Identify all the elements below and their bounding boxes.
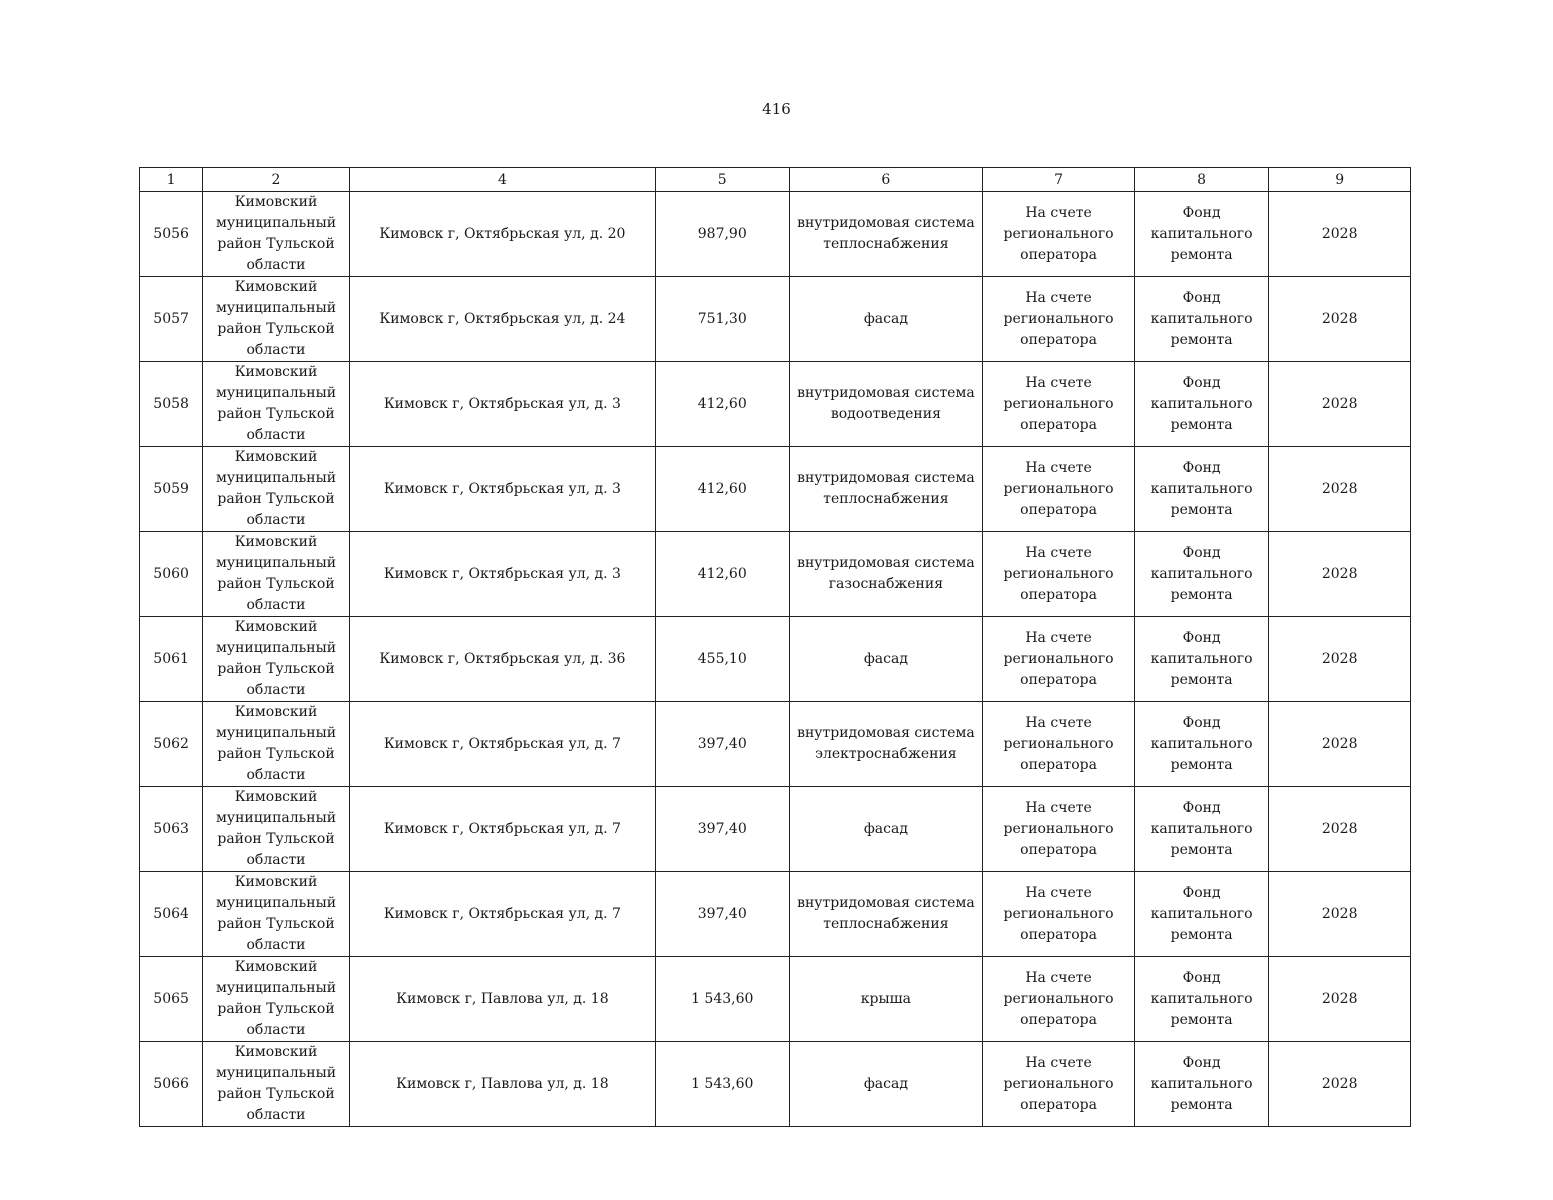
address-cell: Кимовск г, Октябрьская ул, д. 24 xyxy=(349,277,655,362)
funding-source-cell: Фонд капитального ремонта xyxy=(1134,1042,1269,1127)
table-row xyxy=(140,872,1411,957)
district-cell: Кимовский муниципальный район Тульской области xyxy=(203,532,350,617)
district-cell: Кимовский муниципальный район Тульской области xyxy=(203,192,350,277)
work-type-cell: фасад xyxy=(789,1042,983,1127)
funding-source-cell: Фонд капитального ремонта xyxy=(1134,447,1269,532)
column-number-header: 4 xyxy=(349,168,655,192)
address-cell: Кимовск г, Октябрьская ул, д. 3 xyxy=(349,362,655,447)
year-cell: 2028 xyxy=(1269,957,1411,1042)
work-type-cell: внутридомовая система электроснабжения xyxy=(789,702,983,787)
area-cell: 412,60 xyxy=(656,447,790,532)
address-cell: Кимовск г, Октябрьская ул, д. 3 xyxy=(349,447,655,532)
address-cell: Кимовск г, Октябрьская ул, д. 7 xyxy=(349,872,655,957)
work-type-cell: внутридомовая система теплоснабжения xyxy=(789,872,983,957)
row-number-cell: 5060 xyxy=(140,532,203,617)
column-number-header: 2 xyxy=(203,168,350,192)
work-type-cell: фасад xyxy=(789,617,983,702)
table-row xyxy=(140,277,1411,362)
account-method-cell: На счете регионального оператора xyxy=(983,787,1135,872)
header-row xyxy=(140,168,1411,192)
table-header xyxy=(140,168,1411,192)
table-row xyxy=(140,447,1411,532)
district-cell: Кимовский муниципальный район Тульской области xyxy=(203,617,350,702)
account-method-cell: На счете регионального оператора xyxy=(983,532,1135,617)
table-row xyxy=(140,702,1411,787)
district-cell: Кимовский муниципальный район Тульской области xyxy=(203,702,350,787)
account-method-cell: На счете регионального оператора xyxy=(983,872,1135,957)
area-cell: 397,40 xyxy=(656,872,790,957)
funding-source-cell: Фонд капитального ремонта xyxy=(1134,872,1269,957)
account-method-cell: На счете регионального оператора xyxy=(983,277,1135,362)
address-cell: Кимовск г, Октябрьская ул, д. 7 xyxy=(349,787,655,872)
year-cell: 2028 xyxy=(1269,277,1411,362)
row-number-cell: 5059 xyxy=(140,447,203,532)
funding-source-cell: Фонд капитального ремонта xyxy=(1134,277,1269,362)
row-number-cell: 5066 xyxy=(140,1042,203,1127)
year-cell: 2028 xyxy=(1269,362,1411,447)
account-method-cell: На счете регионального оператора xyxy=(983,617,1135,702)
work-type-cell: внутридомовая система теплоснабжения xyxy=(789,447,983,532)
district-cell: Кимовский муниципальный район Тульской области xyxy=(203,447,350,532)
row-number-cell: 5056 xyxy=(140,192,203,277)
funding-source-cell: Фонд капитального ремонта xyxy=(1134,192,1269,277)
table-row xyxy=(140,192,1411,277)
work-type-cell: внутридомовая система газоснабжения xyxy=(789,532,983,617)
funding-source-cell: Фонд капитального ремонта xyxy=(1134,702,1269,787)
work-type-cell: фасад xyxy=(789,787,983,872)
funding-source-cell: Фонд капитального ремонта xyxy=(1134,362,1269,447)
account-method-cell: На счете регионального оператора xyxy=(983,362,1135,447)
work-type-cell: внутридомовая система теплоснабжения xyxy=(789,192,983,277)
row-number-cell: 5063 xyxy=(140,787,203,872)
table-body xyxy=(140,192,1411,1127)
column-number-header: 5 xyxy=(656,168,790,192)
area-cell: 397,40 xyxy=(656,702,790,787)
column-number-header: 1 xyxy=(140,168,203,192)
work-type-cell: внутридомовая система водоотведения xyxy=(789,362,983,447)
column-number-header: 9 xyxy=(1269,168,1411,192)
address-cell: Кимовск г, Павлова ул, д. 18 xyxy=(349,957,655,1042)
work-type-cell: крыша xyxy=(789,957,983,1042)
address-cell: Кимовск г, Павлова ул, д. 18 xyxy=(349,1042,655,1127)
district-cell: Кимовский муниципальный район Тульской области xyxy=(203,1042,350,1127)
column-number-header: 7 xyxy=(983,168,1135,192)
funding-source-cell: Фонд капитального ремонта xyxy=(1134,532,1269,617)
year-cell: 2028 xyxy=(1269,192,1411,277)
address-cell: Кимовск г, Октябрьская ул, д. 36 xyxy=(349,617,655,702)
account-method-cell: На счете регионального оператора xyxy=(983,1042,1135,1127)
year-cell: 2028 xyxy=(1269,617,1411,702)
table-row xyxy=(140,787,1411,872)
area-cell: 1 543,60 xyxy=(656,957,790,1042)
account-method-cell: На счете регионального оператора xyxy=(983,192,1135,277)
work-type-cell: фасад xyxy=(789,277,983,362)
table-row xyxy=(140,957,1411,1042)
area-cell: 412,60 xyxy=(656,532,790,617)
year-cell: 2028 xyxy=(1269,447,1411,532)
table-row xyxy=(140,1042,1411,1127)
year-cell: 2028 xyxy=(1269,702,1411,787)
district-cell: Кимовский муниципальный район Тульской области xyxy=(203,872,350,957)
table-row xyxy=(140,532,1411,617)
column-number-header: 8 xyxy=(1134,168,1269,192)
area-cell: 751,30 xyxy=(656,277,790,362)
row-number-cell: 5061 xyxy=(140,617,203,702)
row-number-cell: 5058 xyxy=(140,362,203,447)
area-cell: 412,60 xyxy=(656,362,790,447)
year-cell: 2028 xyxy=(1269,532,1411,617)
row-number-cell: 5062 xyxy=(140,702,203,787)
district-cell: Кимовский муниципальный район Тульской области xyxy=(203,787,350,872)
district-cell: Кимовский муниципальный район Тульской области xyxy=(203,362,350,447)
table-row xyxy=(140,362,1411,447)
row-number-cell: 5064 xyxy=(140,872,203,957)
address-cell: Кимовск г, Октябрьская ул, д. 7 xyxy=(349,702,655,787)
area-cell: 397,40 xyxy=(656,787,790,872)
area-cell: 455,10 xyxy=(656,617,790,702)
year-cell: 2028 xyxy=(1269,1042,1411,1127)
year-cell: 2028 xyxy=(1269,787,1411,872)
row-number-cell: 5057 xyxy=(140,277,203,362)
district-cell: Кимовский муниципальный район Тульской области xyxy=(203,957,350,1042)
account-method-cell: На счете регионального оператора xyxy=(983,702,1135,787)
address-cell: Кимовск г, Октябрьская ул, д. 3 xyxy=(349,532,655,617)
account-method-cell: На счете регионального оператора xyxy=(983,957,1135,1042)
funding-source-cell: Фонд капитального ремонта xyxy=(1134,617,1269,702)
area-cell: 987,90 xyxy=(656,192,790,277)
column-number-header: 6 xyxy=(789,168,983,192)
capital-repair-table xyxy=(139,167,1411,1127)
account-method-cell: На счете регионального оператора xyxy=(983,447,1135,532)
area-cell: 1 543,60 xyxy=(656,1042,790,1127)
year-cell: 2028 xyxy=(1269,872,1411,957)
table-row xyxy=(140,617,1411,702)
funding-source-cell: Фонд капитального ремонта xyxy=(1134,787,1269,872)
page-number: 416 xyxy=(762,100,791,118)
address-cell: Кимовск г, Октябрьская ул, д. 20 xyxy=(349,192,655,277)
row-number-cell: 5065 xyxy=(140,957,203,1042)
funding-source-cell: Фонд капитального ремонта xyxy=(1134,957,1269,1042)
district-cell: Кимовский муниципальный район Тульской области xyxy=(203,277,350,362)
